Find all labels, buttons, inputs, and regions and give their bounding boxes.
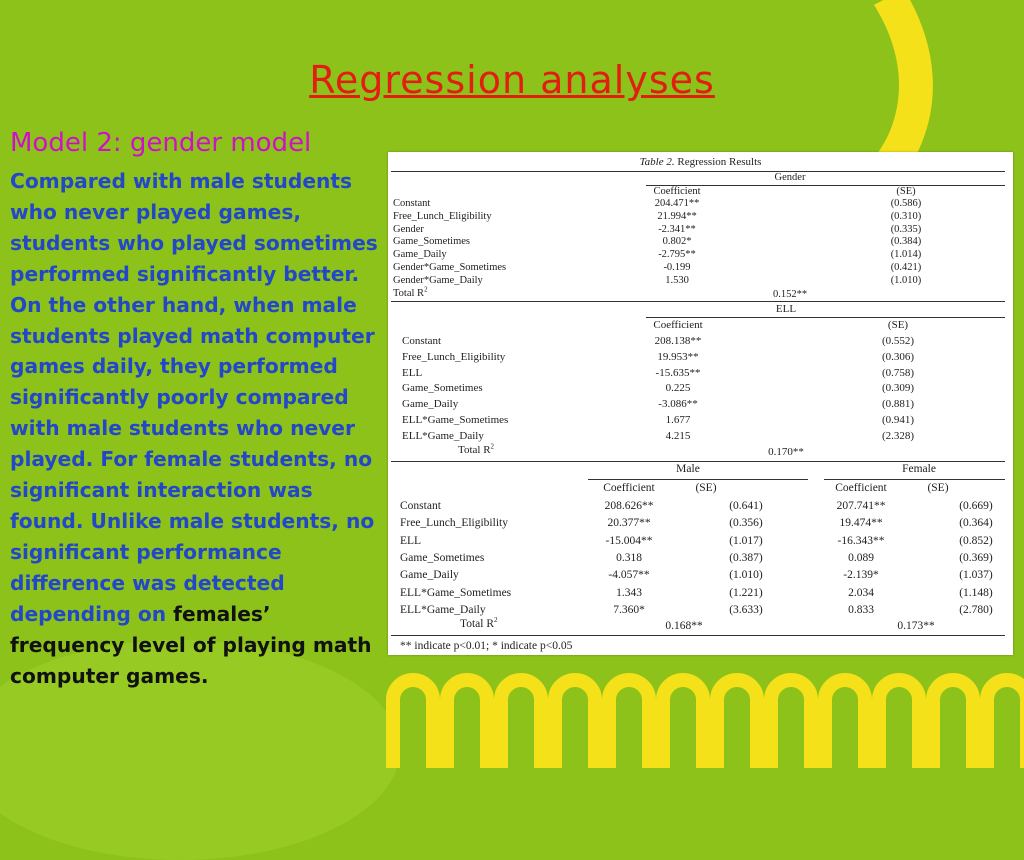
row-label: ELL*Game_Sometimes (400, 586, 512, 599)
coefficient-value: -15.635** (655, 366, 701, 379)
slide-subtitle: Model 2: gender model (10, 128, 312, 158)
row-label: Game_Sometimes (400, 551, 485, 564)
coefficient-value: -0.199 (663, 262, 691, 273)
se-value: (0.306) (881, 350, 915, 363)
se-value: (2.328) (881, 429, 915, 442)
decorative-arch (933, 680, 973, 768)
rule (391, 635, 1005, 636)
slide-title: Regression analyses (309, 58, 715, 102)
row-label: Free_Lunch_Eligibility (400, 517, 508, 530)
se-value: (0.384) (890, 236, 922, 248)
male-se-value: (0.387) (729, 551, 763, 564)
body-text-blue: Compared with male students who never played games, students who played sometimes performed significantly better. On the other hand, when male students played math computer games daily, they performed significantly poorly compared with male students who never played. For female students, no significant interaction was found. Unlike male students, no significant performance difference was detected depending on (10, 169, 378, 626)
male-coefficient-value: 20.377** (607, 517, 651, 530)
coefficient-value: -2.341** (658, 223, 696, 235)
female-section-header: Female (902, 463, 936, 475)
row-label: Game_Sometimes (402, 382, 483, 395)
coefficient-value: 1.677 (665, 414, 691, 426)
se-value: (0.586) (890, 198, 922, 209)
coefficient-value: 4.215 (665, 429, 691, 442)
male-coefficient-value: -4.057** (608, 569, 650, 582)
decorative-arch (393, 680, 433, 768)
male-se-value: (1.010) (729, 569, 763, 582)
se-value: (1.014) (890, 249, 922, 261)
row-label: ELL (402, 366, 423, 379)
row-label: Game_Daily (400, 569, 459, 582)
column-header-coefficient: Coefficient (603, 482, 655, 494)
row-label: Gender (393, 223, 424, 235)
superscript: 2 (424, 285, 428, 294)
row-label: ELL*Game_Daily (402, 429, 484, 442)
coefficient-value: 0.802* (662, 236, 692, 248)
se-value: (0.941) (881, 414, 915, 426)
rule (391, 171, 1005, 172)
male-coefficient-value: -15.004** (605, 534, 653, 547)
female-se-value: (2.780) (959, 603, 993, 616)
male-se-value: (0.641) (729, 500, 763, 512)
coefficient-value: 19.953** (657, 350, 699, 363)
row-label: Gender*Game_Daily (393, 274, 483, 286)
decorative-arch (771, 680, 811, 768)
coefficient-value: 21.994** (657, 210, 697, 222)
decorative-arch (879, 680, 919, 768)
row-label: Constant (393, 198, 431, 209)
total-r-label: Total $R^2$ (458, 442, 495, 456)
female-coefficient-value: -16.343** (837, 534, 885, 547)
female-se-value: (1.148) (959, 586, 993, 599)
coefficient-value: -2.795** (658, 249, 696, 261)
table-caption (388, 156, 1013, 168)
total-r-value: 0.152** (772, 289, 808, 300)
superscript: 2 (490, 442, 495, 451)
rule (391, 301, 1005, 302)
row-label: Game_Daily (393, 249, 447, 261)
female-se-value: (0.852) (959, 534, 993, 547)
table-caption-text: Regression Results (677, 156, 762, 168)
female-se-value: (0.669) (959, 500, 993, 512)
row-label: ELL*Game_Daily (400, 603, 486, 616)
male-se-value: (1.017) (729, 534, 763, 547)
body-text-black: females’ frequency level of playing math computer games. (10, 601, 372, 688)
male-se-value: (1.221) (729, 586, 763, 599)
female-coefficient-value: 207.741** (836, 500, 886, 512)
male-total-r-value: 0.168** (665, 620, 703, 632)
se-value: (1.010) (890, 274, 922, 286)
ell-section-header: ELL (775, 303, 797, 315)
column-header-se: (SE) (927, 482, 949, 494)
female-coefficient-value: 2.034 (848, 586, 874, 599)
column-header-se: (SE) (887, 319, 909, 331)
se-value: (0.758) (881, 366, 915, 379)
decorative-arch (987, 680, 1024, 768)
female-coefficient-value: -2.139* (843, 569, 879, 582)
se-value: (0.335) (890, 223, 922, 235)
rule (646, 317, 1005, 318)
coefficient-value: 208.138** (654, 335, 702, 347)
male-coefficient-value: 1.343 (616, 586, 642, 599)
significance-note: ** indicate p<0.01; * indicate p<0.05 (400, 640, 573, 652)
decorative-arch (555, 680, 595, 768)
row-label: ELL (400, 534, 422, 547)
column-header-se: (SE) (695, 482, 717, 494)
decorative-arches (385, 660, 1024, 768)
rule (588, 479, 808, 480)
male-coefficient-value: 208.626** (604, 500, 654, 512)
regression-table (388, 152, 1013, 655)
row-label: Constant (400, 500, 441, 512)
row-label: Game_Daily (402, 398, 459, 411)
total-r-label: Total $R^2$ (393, 285, 428, 299)
column-header-se: (SE) (896, 186, 916, 197)
se-value: (0.881) (881, 398, 915, 411)
coefficient-value: 1.530 (665, 274, 689, 286)
rule (391, 461, 1005, 462)
column-header-coefficient: Coefficient (653, 319, 703, 331)
se-value: (0.310) (890, 210, 922, 222)
female-coefficient-value: 19.474** (839, 517, 883, 530)
coefficient-value: 204.471** (654, 198, 700, 209)
female-coefficient-value: 0.089 (848, 551, 874, 564)
decorative-arch (501, 680, 541, 768)
superscript: 2 (494, 616, 498, 625)
se-value: (0.552) (881, 335, 915, 347)
body-paragraph (10, 166, 390, 691)
male-section-header: Male (676, 463, 700, 475)
table-caption-label: Table 2. (639, 156, 675, 168)
coefficient-value: -3.086** (658, 398, 698, 411)
row-label: Gender*Game_Sometimes (393, 262, 507, 273)
decorative-arch (447, 680, 487, 768)
total-r-value: 0.170** (768, 446, 804, 458)
female-total-r-value: 0.173** (897, 620, 935, 632)
row-label: Free_Lunch_Eligibility (393, 210, 492, 222)
se-value: (0.421) (890, 262, 922, 273)
gender-section-header: Gender (774, 172, 806, 183)
female-coefficient-value: 0.833 (848, 603, 874, 616)
decorative-arch (825, 680, 865, 768)
decorative-arch (717, 680, 757, 768)
male-coefficient-value: 7.360* (613, 603, 645, 616)
row-label: Constant (402, 335, 442, 347)
rule (824, 479, 1005, 480)
decorative-arch (609, 680, 649, 768)
male-se-value: (0.356) (729, 517, 763, 530)
row-label: Game_Sometimes (393, 236, 470, 248)
row-label: Free_Lunch_Eligibility (402, 350, 506, 363)
female-se-value: (0.364) (959, 517, 993, 530)
decorative-arch (663, 680, 703, 768)
column-header-coefficient: Coefficient (653, 186, 701, 197)
column-header-coefficient: Coefficient (835, 482, 887, 494)
total-r-label: Total $R^2$ (460, 616, 498, 630)
male-se-value: (3.633) (729, 603, 763, 616)
female-se-value: (0.369) (959, 551, 993, 564)
coefficient-value: 0.225 (665, 382, 691, 395)
male-coefficient-value: 0.318 (616, 551, 642, 564)
row-label: ELL*Game_Sometimes (402, 414, 509, 426)
se-value: (0.309) (881, 382, 915, 395)
female-se-value: (1.037) (959, 569, 993, 582)
